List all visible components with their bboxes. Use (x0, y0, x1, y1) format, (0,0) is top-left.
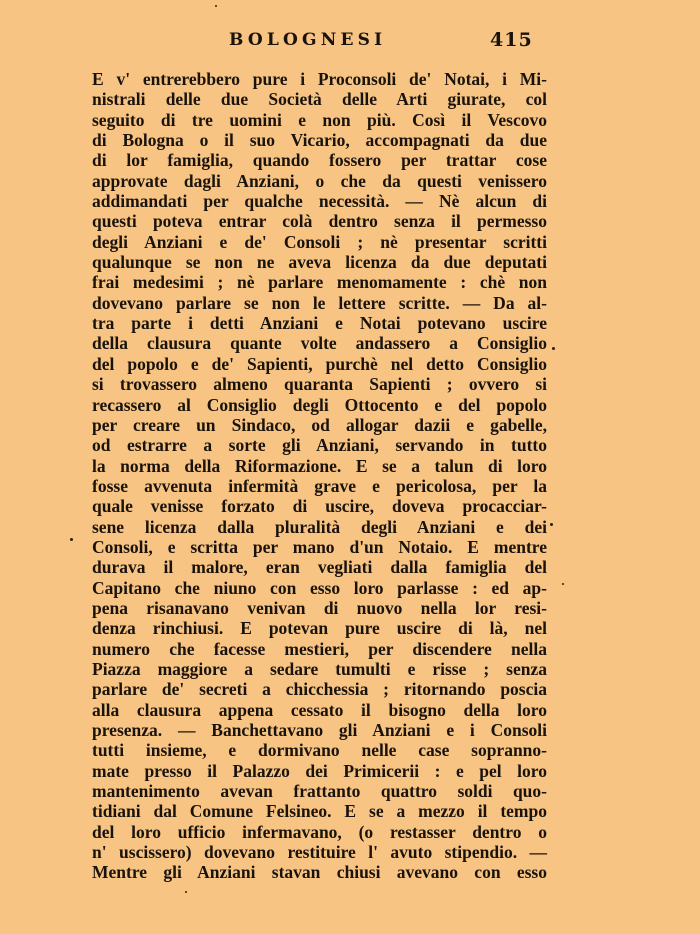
text-line: Mentre gli Anziani stavan chiusi avevano con esso (92, 862, 547, 883)
print-speck (215, 5, 217, 7)
text-line: per creare un Sindaco, od allogar dazii e gabelle, (92, 414, 547, 435)
text-line: denza rinchiusi. E potevan pure uscire di là, nel (92, 618, 547, 639)
text-line: Consoli, e scritta per mano d'un Notaio. E mentre (92, 536, 547, 557)
text-line: sene licenza dalla pluralità degli Anziani e dei (92, 516, 547, 537)
text-line: n' uscissero) dovevano restituire l' avuto stipendio. — (92, 842, 547, 863)
print-speck (185, 891, 187, 893)
text-line: dovevano parlare se non le lettere scritte. — Da al- (92, 292, 547, 313)
text-line: fosse avvenuta infermità grave e pericolosa, per la (92, 475, 547, 496)
text-line: frai medesimi ; nè parlare menomamente : chè non (92, 272, 547, 293)
text-line: approvate dagli Anziani, o che da questi venissero (92, 170, 547, 191)
print-speck (552, 347, 555, 350)
text-line: tra parte i detti Anziani e Notai potevano uscire (92, 313, 547, 334)
text-line: la norma della Riformazione. E se a talun di loro (92, 455, 547, 476)
text-line: questi poteva entrar colà dentro senza il permesso (92, 211, 547, 232)
text-line: nistrali delle due Società delle Arti giurate, col (92, 89, 547, 110)
text-line: degli Anziani e de' Consoli ; nè presentar scritti (92, 231, 547, 252)
text-line: tidiani dal Comune Felsineo. E se a mezzo il tempo (92, 801, 547, 822)
text-line: numero che facesse mestieri, per discendere nella (92, 638, 547, 659)
text-line: parlare de' secreti a chicchessia ; ritornando poscia (92, 679, 547, 700)
page-header (0, 30, 700, 56)
page-number: 415 (490, 29, 533, 51)
running-title: BOLOGNESI (229, 30, 387, 50)
text-line: Capitano che niuno con esso loro parlasse : ed ap- (92, 577, 547, 598)
print-speck (70, 538, 73, 541)
text-line: di lor famiglia, quando fossero per trattar cose (92, 150, 547, 171)
text-line: mantenimento avevan frattanto quattro soldi quo- (92, 781, 547, 802)
text-line: quale venisse forzato di uscire, doveva procacciar- (92, 496, 547, 517)
text-line: si trovassero almeno quaranta Sapienti ; ovvero si (92, 374, 547, 395)
text-line: qualunque se non ne aveva licenza da due deputati (92, 252, 547, 273)
text-line: tutti insieme, e dormivano nelle case sopranno- (92, 740, 547, 761)
text-line: alla clausura appena cessato il bisogno della loro (92, 699, 547, 720)
text-line: seguito di tre uomini e non più. Così il Vescovo (92, 109, 547, 130)
text-line: del popolo e de' Sapienti, purchè nel detto Consiglio (92, 353, 547, 374)
text-line: pena risanavano venivan di nuovo nella lor resi- (92, 597, 547, 618)
text-line: Piazza maggiore a sedare tumulti e risse ; senza (92, 658, 547, 679)
text-line: E v' entrerebbero pure i Proconsoli de' Notai, i Mi- (92, 69, 547, 89)
text-line: del loro ufficio infermavano, (o restasser dentro o (92, 821, 547, 842)
text-line: mate presso il Palazzo dei Primicerii : e pel loro (92, 760, 547, 781)
text-line: od estrarre a sorte gli Anziani, servando in tutto (92, 435, 547, 456)
body-text (92, 69, 547, 883)
print-speck (550, 523, 553, 526)
print-speck (562, 583, 564, 585)
text-line: durava il malore, eran vegliati dalla famiglia del (92, 557, 547, 578)
text-line: della clausura quante volte andassero a Consiglio (92, 333, 547, 354)
text-line: di Bologna o il suo Vicario, accompagnati da due (92, 130, 547, 151)
text-line: recassero al Consiglio degli Ottocento e del popolo (92, 394, 547, 415)
text-line: presenza. — Banchettavano gli Anziani e i Consoli (92, 720, 547, 740)
text-line: addimandati per qualche necessità. — Nè alcun di (92, 191, 547, 212)
